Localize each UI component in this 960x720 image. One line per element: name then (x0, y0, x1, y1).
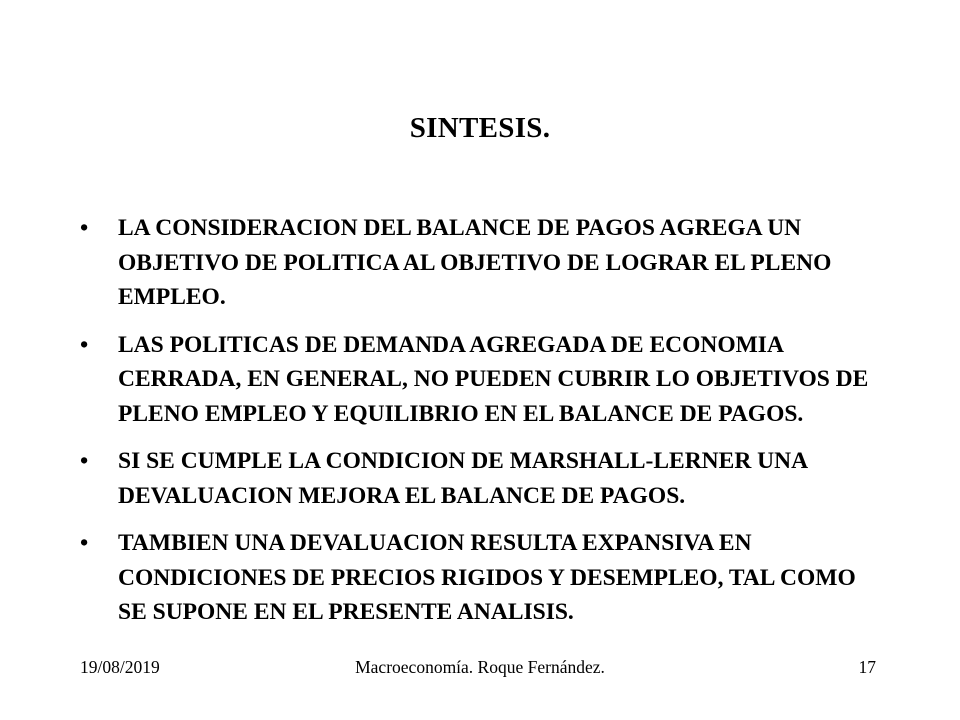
bullet-icon: • (80, 215, 89, 241)
bullet-item (80, 444, 880, 513)
footer-page-number: 17 (858, 657, 876, 677)
bullet-item (80, 211, 880, 315)
footer-date: 19/08/2019 (80, 657, 160, 677)
bullet-text: TAMBIEN UNA DEVALUACION RESULTA EXPANSIVA EN CONDICIONES DE PRECIOS RIGIDOS Y DESEMPLEO, TAL COMO SE SUPONE EN EL PRESENTE ANALISIS. (118, 530, 856, 625)
bullet-list (80, 211, 880, 643)
slide-title: SINTESIS. (409, 112, 551, 144)
bullet-item (80, 328, 880, 432)
footer-author: Macroeconomía. Roque Fernández. (355, 657, 605, 677)
bullet-icon: • (80, 530, 89, 556)
bullet-item (80, 526, 880, 630)
bullet-icon: • (80, 331, 89, 358)
bullet-text: SI SE CUMPLE LA CONDICION DE MARSHALL-LERNER UNA DEVALUACION MEJORA EL BALANCE DE PAGOS. (118, 448, 807, 509)
bullet-text: LA CONSIDERACION DEL BALANCE DE PAGOS AGREGA UN OBJETIVO DE POLITICA AL OBJETIVO DE LOGRAR EL PLENO EMPLEO. (118, 215, 832, 310)
bullet-icon: • (80, 448, 89, 474)
bullet-text: LAS POLITICAS DE DEMANDA AGREGADA DE ECONOMIA CERRADA, EN GENERAL, NO PUEDEN CUBRIR LO OBJETIVOS DE PLENO EMPLEO Y EQUILIBRIO EN EL BALANCE DE PAGOS. (118, 331, 869, 427)
